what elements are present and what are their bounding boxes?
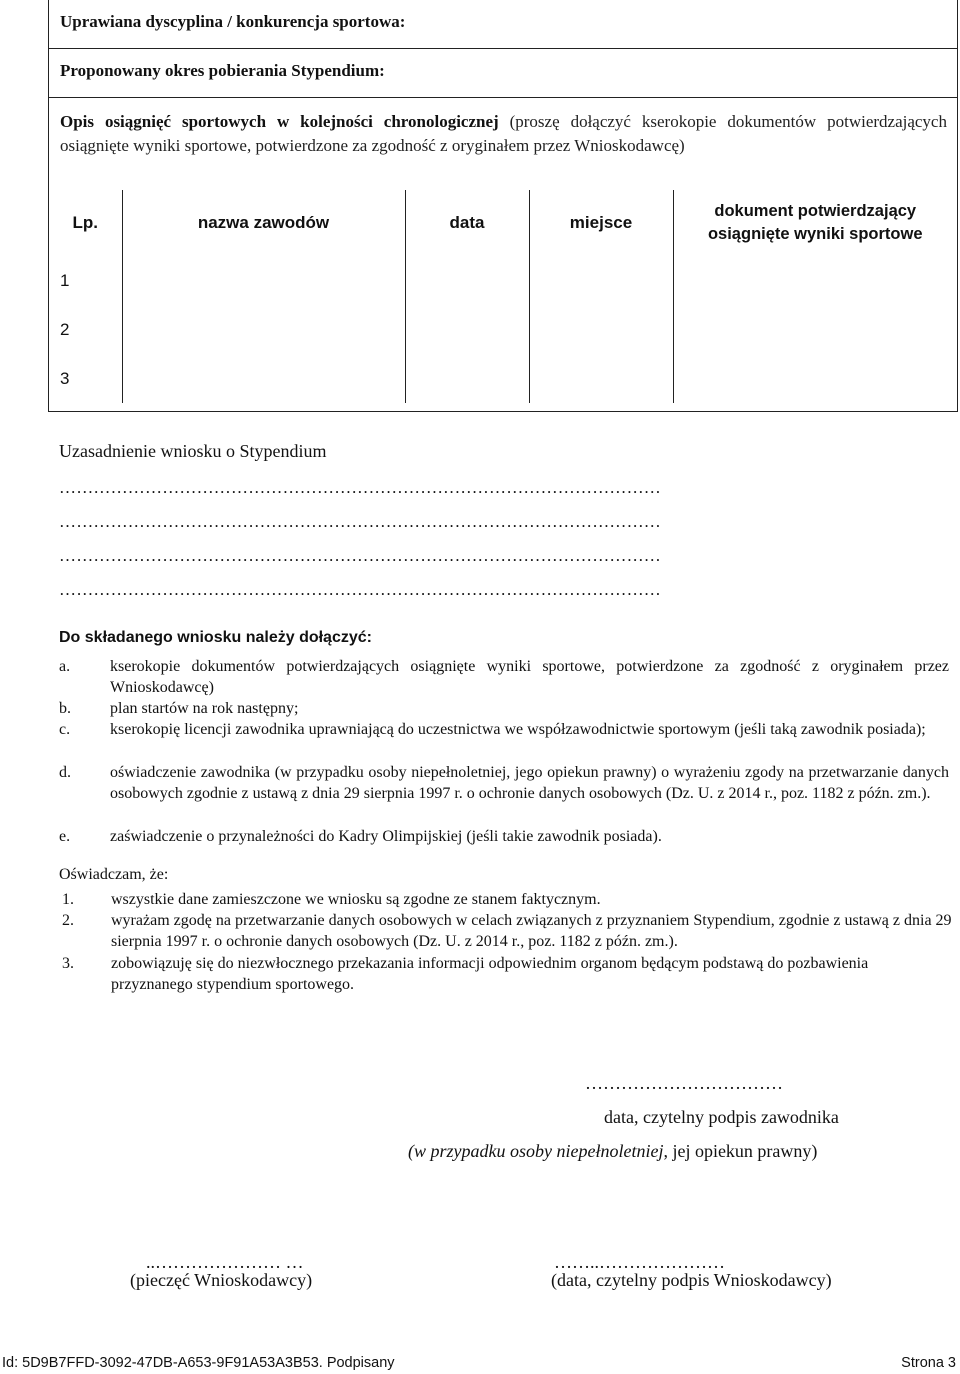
cell-competition[interactable] bbox=[122, 305, 405, 354]
justification-dot-line[interactable]: …………………………………………………………………………………………… bbox=[59, 580, 661, 599]
row-number: 2 bbox=[49, 305, 122, 354]
stamp-line[interactable]: ..………………… … bbox=[146, 1252, 304, 1272]
cell-place[interactable] bbox=[529, 256, 673, 305]
list-item bbox=[62, 910, 952, 952]
col-header-lp: Lp. bbox=[49, 190, 122, 256]
list-item bbox=[59, 826, 949, 847]
list-item bbox=[62, 889, 952, 910]
table-row bbox=[49, 354, 957, 403]
attachments-title: Do składanego wniosku należy dołączyć: bbox=[59, 629, 372, 646]
cell-document[interactable] bbox=[673, 256, 957, 305]
achievements-description bbox=[60, 110, 947, 158]
achievements-table bbox=[49, 190, 957, 403]
list-marker: a. bbox=[59, 658, 71, 675]
list-item-text: kserokopię licencji zawodnika uprawniającą do uczestnictwa we współzawodnictwie sportowym (jeśli taką zawodnik posiada); bbox=[110, 721, 926, 738]
row-number: 1 bbox=[49, 256, 122, 305]
list-marker: e. bbox=[59, 828, 71, 845]
list-item-text: wszystkie dane zamieszczone we wniosku są zgodne ze stanem faktycznym. bbox=[111, 891, 601, 908]
divider bbox=[49, 48, 957, 49]
col-header-place: miejsce bbox=[529, 190, 673, 256]
cell-date[interactable] bbox=[405, 305, 529, 354]
cell-date[interactable] bbox=[405, 256, 529, 305]
athlete-signature-line[interactable]: …………………………… bbox=[585, 1073, 783, 1093]
list-marker: d. bbox=[59, 764, 71, 781]
list-marker: b. bbox=[59, 700, 71, 717]
guardian-note bbox=[408, 1141, 817, 1162]
page-number: Strona 3 bbox=[901, 1355, 956, 1371]
cell-competition[interactable] bbox=[122, 256, 405, 305]
list-item-text: wyrażam zgodę na przetwarzanie danych osobowych w celach związanych z przyznaniem Stypendium, zgodnie z ustawą z dnia 29 sierpnia 1997 r. o ochronie danych osobowych (Dz. U. z 2014 r., poz. 1182 z późn. zm.). bbox=[111, 912, 952, 950]
col-header-date: data bbox=[405, 190, 529, 256]
list-marker: 1. bbox=[62, 891, 74, 908]
applicant-signature-label: (data, czytelny podpis Wnioskodawcy) bbox=[551, 1270, 832, 1290]
application-form-box bbox=[48, 0, 958, 412]
table-row bbox=[49, 256, 957, 305]
list-item-text: zaświadczenie o przynależności do Kadry Olimpijskiej (jeśli takie zawodnik posiada). bbox=[110, 828, 662, 845]
achievements-note-text: (proszę dołączyć kserokopie dokumentów potwierdzających osiągnięte wyniki sportowe, potwierdzone za zgodność z oryginałem przez Wnioskodawcę) bbox=[60, 112, 947, 155]
cell-competition[interactable] bbox=[122, 354, 405, 403]
row-number: 3 bbox=[49, 354, 122, 403]
table-row bbox=[49, 305, 957, 354]
col-header-competition: nazwa zawodów bbox=[122, 190, 405, 256]
cell-place[interactable] bbox=[529, 305, 673, 354]
applicant-signature-line[interactable]: ……..………………… bbox=[554, 1252, 725, 1272]
list-item bbox=[59, 656, 949, 698]
list-marker: 3. bbox=[62, 955, 74, 972]
col-header-document: dokument potwierdzający osiągnięte wyniki sportowe bbox=[707, 202, 923, 243]
divider bbox=[49, 97, 957, 98]
cell-place[interactable] bbox=[529, 354, 673, 403]
discipline-field-label: Uprawiana dyscyplina / konkurencja sportowa: bbox=[60, 12, 406, 31]
achievements-bold-text: Opis osiągnięć sportowych w kolejności chronologicznej bbox=[60, 112, 499, 131]
justification-dot-line[interactable]: …………………………………………………………………………………………… bbox=[59, 546, 661, 565]
cell-document[interactable] bbox=[673, 354, 957, 403]
list-item bbox=[59, 719, 949, 740]
guardian-note-rest: , jej opiekun prawny) bbox=[663, 1141, 818, 1161]
list-marker: 2. bbox=[62, 912, 74, 929]
list-marker: c. bbox=[59, 721, 71, 738]
guardian-note-italic: (w przypadku osoby niepełnoletniej bbox=[408, 1141, 664, 1161]
cell-date[interactable] bbox=[405, 354, 529, 403]
list-item bbox=[62, 953, 952, 995]
justification-title: Uzasadnienie wniosku o Stypendium bbox=[59, 441, 327, 461]
list-item bbox=[59, 762, 949, 804]
list-item bbox=[59, 698, 949, 719]
period-field-label: Proponowany okres pobierania Stypendium: bbox=[60, 61, 385, 80]
athlete-signature-label: data, czytelny podpis zawodnika bbox=[604, 1107, 839, 1127]
cell-document[interactable] bbox=[673, 305, 957, 354]
list-item-text: plan startów na rok następny; bbox=[110, 700, 299, 717]
document-id: Id: 5D9B7FFD-3092-47DB-A653-9F91A53A3B53. Podpisany bbox=[2, 1355, 395, 1371]
table-header-row bbox=[49, 190, 957, 256]
list-item-text: oświadczenie zawodnika (w przypadku osoby niepełnoletniej, jego opiekun prawny) o wyrażeniu zgody na przetwarzanie danych osobowych zgodnie z ustawą z dnia 29 sierpnia 1997 r. o ochronie danych osobowych (Dz. U. z 2014 r., poz. 1182 z późn. zm.). bbox=[110, 764, 949, 802]
stamp-label: (pieczęć Wnioskodawcy) bbox=[130, 1270, 313, 1290]
justification-dot-line[interactable]: …………………………………………………………………………………………… bbox=[59, 478, 661, 497]
declaration-title: Oświadczam, że: bbox=[59, 866, 169, 883]
list-item-text: kserokopie dokumentów potwierdzających osiągnięte wyniki sportowe, potwierdzone za zgodność z oryginałem przez Wnioskodawcę) bbox=[110, 658, 949, 696]
list-item-text: zobowiązuję się do niezwłocznego przekazania informacji odpowiednim organom będącym podstawą do pozbawienia przyznanego stypendium sportowego. bbox=[111, 955, 869, 993]
justification-dot-line[interactable]: …………………………………………………………………………………………… bbox=[59, 512, 661, 531]
